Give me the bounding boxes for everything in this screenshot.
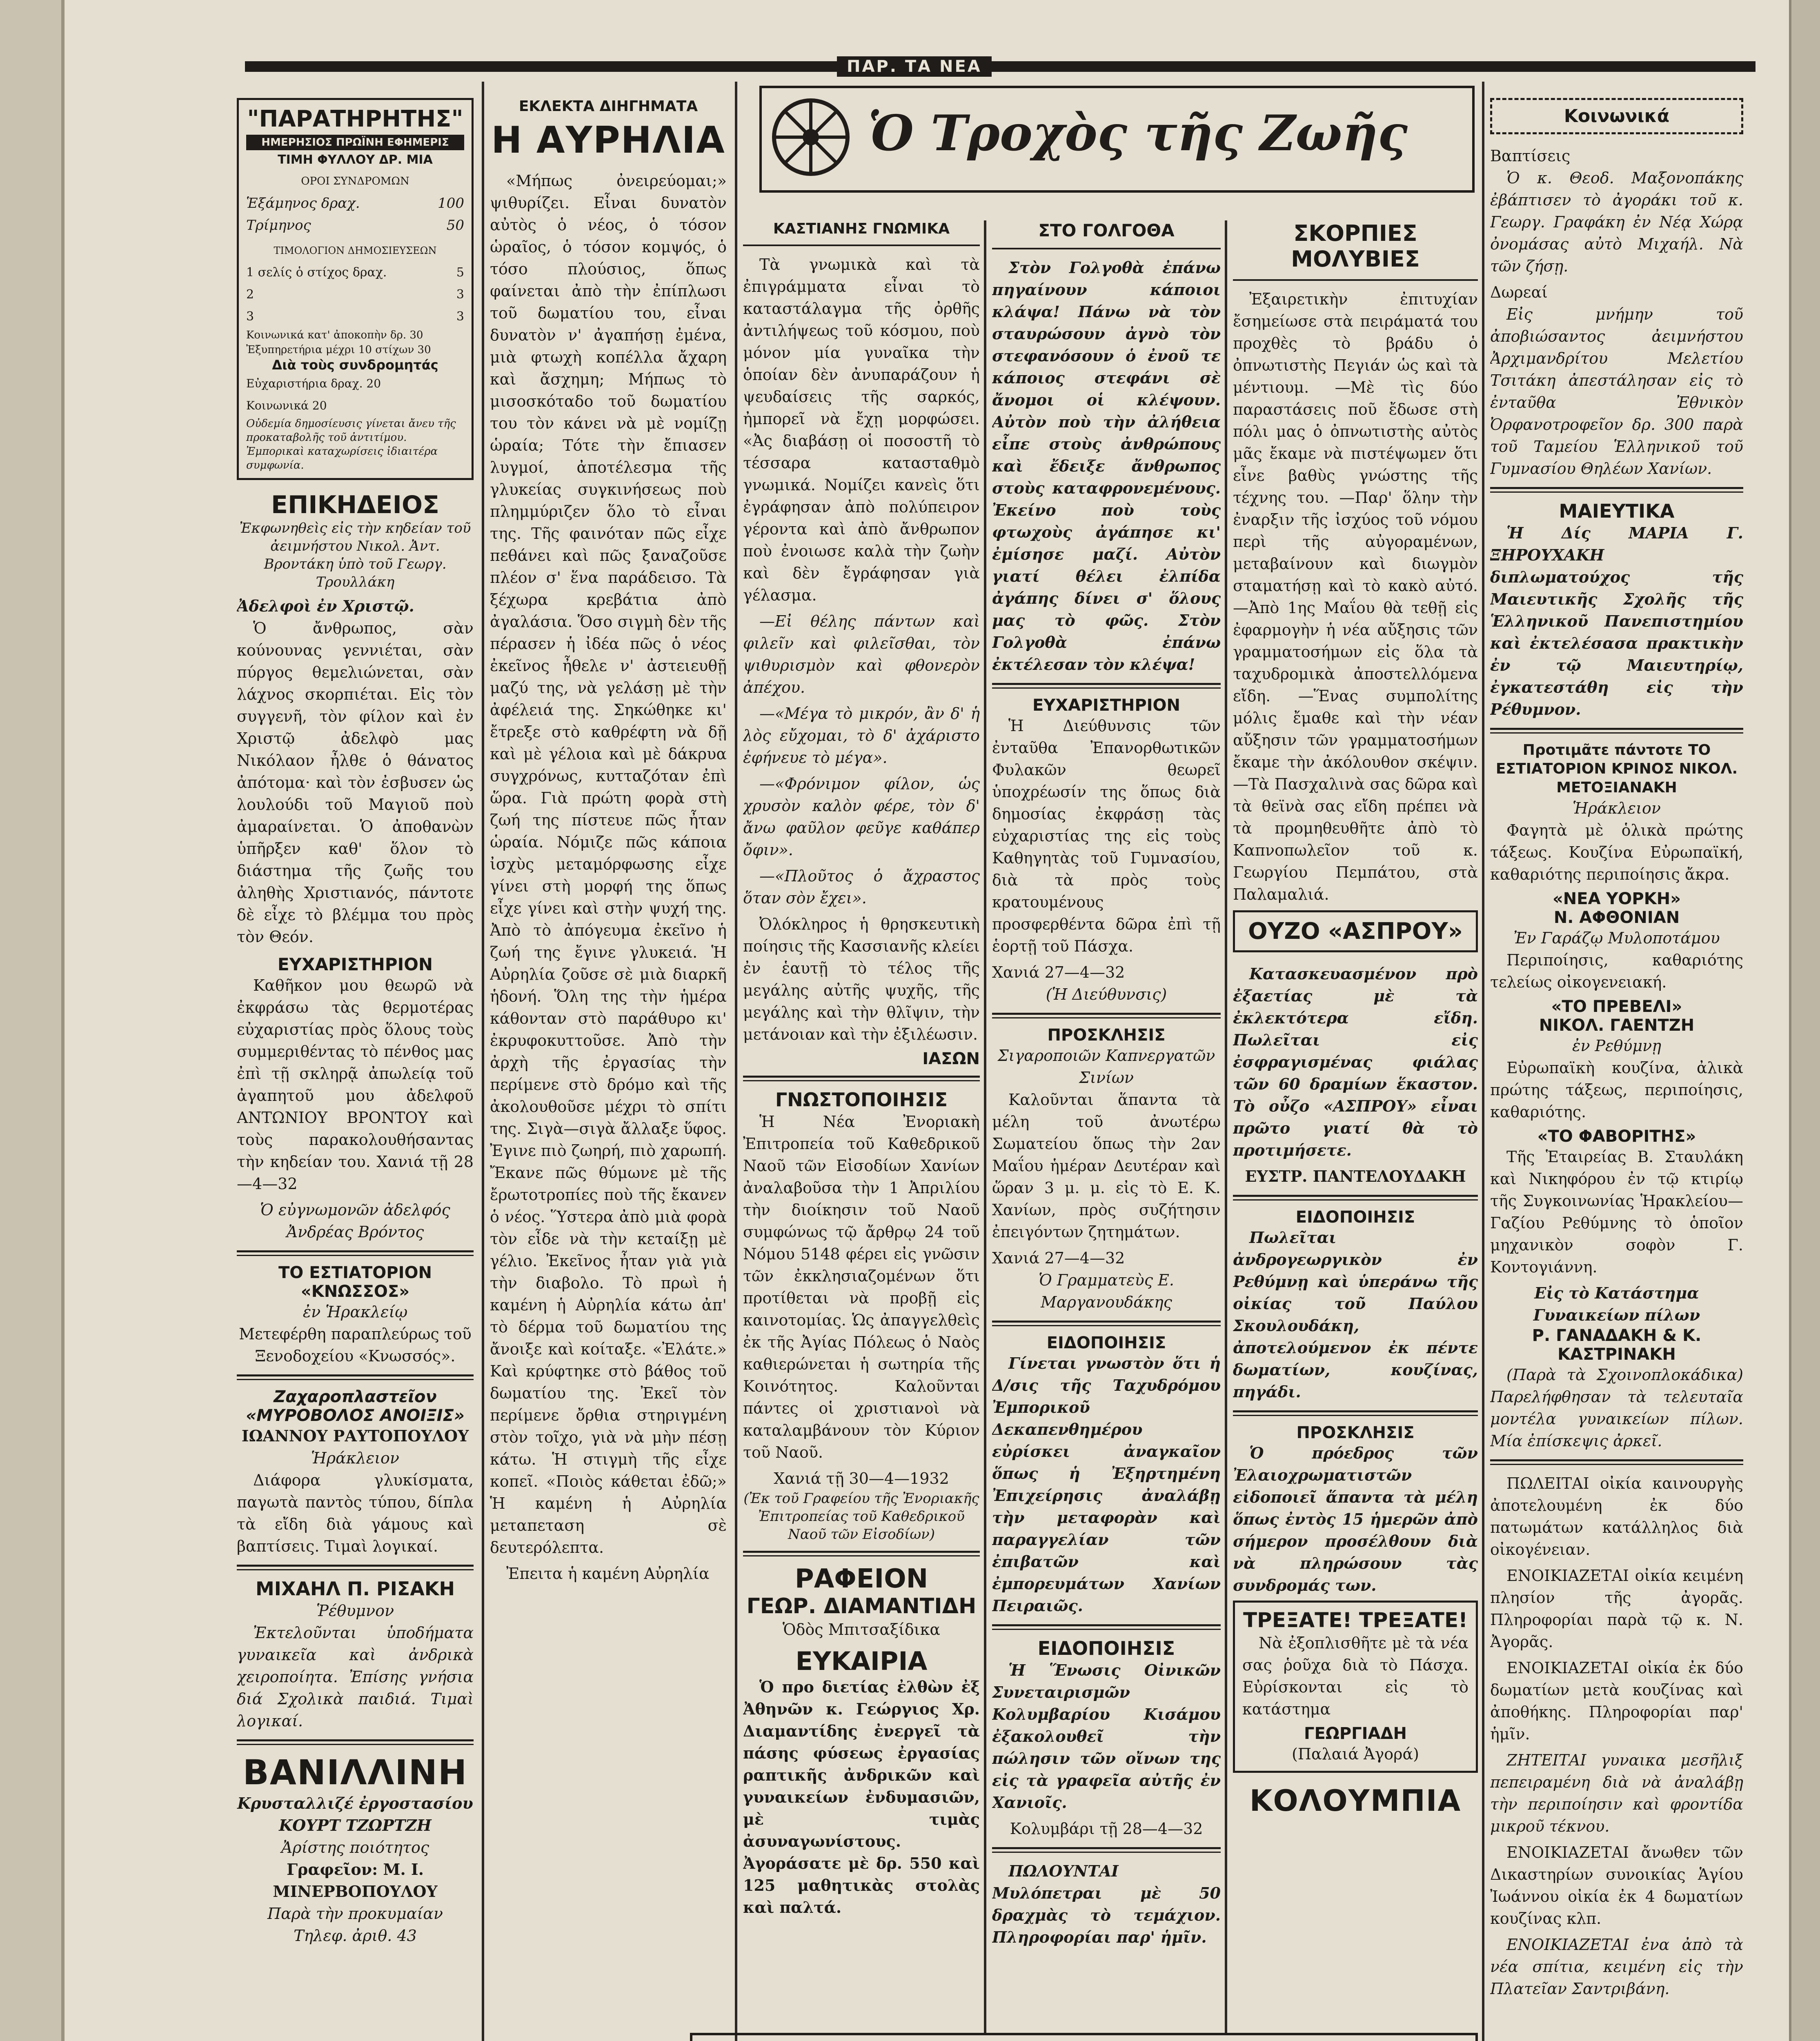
divider [1490,728,1743,734]
dorea-head: Δωρεαί [1490,283,1548,301]
divider [743,1076,980,1081]
masthead-box [237,98,474,480]
banner-title: Ὁ Τροχὸς τῆς Ζωῆς [868,104,1408,162]
favoritis-text: Τῆς Ἑταιρείας Β. Σταυλάκη καὶ Νικηφόρου ἐν τῷ κτιρίῳ τῆς Συγκοινωνίας Ἡρακλείου—Γαζίου Ρεθύμνης τὸ ὁποῖον μηχανικὸν σοφὸν Γ. Κοντογιάννη. [1490,1148,1743,1276]
epikedeios-subtitle: Ἐκφωνηθεὶς εἰς τὴν κηδείαν τοῦ ἀειμνήστου Νικολ. Ἀντ. Βροντάκη ὑπὸ τοῦ Γεωργ. Τρουλλάκη [239,520,471,590]
krinos-title: Προτιμᾶτε πάντοτε ΤΟ ΕΣΤΙΑΤΟΡΙΟΝ ΚΡΙΝΟΣ ΝΙΚΟΛ. ΜΕΤΟΞΙΑΝΑΚΗ [1495,742,1738,796]
ads-row-3: 3 3 [246,309,464,324]
title-banner [759,86,1475,193]
trexate-text: Νὰ ἐξοπλισθῆτε μὲ τὰ νέα σας ῥοῦχα διὰ τὸ Πάσχα. Εὐρίσκονται εἰς τὸ κατάστημα [1242,1634,1468,1718]
vanillin-note: Ἀρίστης ποιότητος [281,1839,429,1856]
vanillin-sub: Κρυσταλλιζέ ἐργοστασίου ΚΟΥΡΤ ΤΖΩΡΤΖΗ [237,1794,473,1834]
divider [992,1013,1221,1018]
pouluntai-text: ΠΩΛΟΥΝΤΑΙ Μυλόπετραι μὲ 50 δραχμὰς τὸ τεμάχιον. Πληροφορίαι παρ' ἡμῖν. [992,1862,1221,1946]
divider [992,683,1221,689]
divider [743,1551,980,1556]
column-rule [984,220,986,2033]
preveli-owner: ΝΙΚΟΛ. ΓΑΕΝΤΖΗ [1539,1016,1695,1035]
divider [992,1321,1221,1326]
trexate-store: ΓΕΩΡΓΙΑΔΗ [1304,1724,1407,1743]
risakis-city: Ῥέθυμνον [316,1602,394,1620]
col4-eucharisterion-date: Χανιά 27—4—32 [992,963,1125,981]
ganadaki-title: Ρ. ΓΑΝΑΔΑΚΗ & Κ. ΚΑΣΤΡΙΝΑΚΗ [1532,1326,1702,1364]
divider [992,1847,1221,1853]
col4-eucharisterion-title: ΕΥΧΑΡΙΣΤΗΡΙΟΝ [1032,696,1181,715]
column-6 [1490,98,1743,2041]
trexate-title: ΤΡΕΞΑΤΕ! ΤΡΕΞΑΤΕ! [1243,1608,1468,1632]
column-rule [735,82,737,2041]
preveli-title: «ΤΟ ΠΡΕΒΕΛΙ» [1551,997,1682,1016]
classified-5: ΕΝΟΙΚΙΑΖΕΤΑΙ ἄνωθεν τῶν Δικαστηρίων συνοικίας Ἁγίου Ἰωάννου οἰκία ἐκ 4 δωματίων κουζίνας κλπ. [1490,1843,1743,1928]
ads-row-2: 2 3 [246,287,464,302]
epikedeios-opening: Ἀδελφοὶ ἐν Χριστῷ. [237,597,414,615]
skorpies-text: Ἐξαιρετικὴν ἐπιτυχίαν ἔσημείωσε στὰ πειράματά του προχθὲς τὸ βράδυ ὁ ὀπνωτιστὴς Πεγιάν ὡς καὶ τὰ μέντιουμ. —Μὲ τὶς δύο παραστάσεις ποῦ ἔδωσε στὴ πόλι μας ὁ ὀπνωτιστὴς αὐτὸς μᾶς ἔκαμε νὰ πιστέψωμεν ὅτι εἶνε βαθὺς γνώστης τῆς τέχνης του. —Παρ' ὅλην τὴν ἐναρξιν τῆς ἰσχύος τοῦ νόμου περὶ τῆς αὐγοραμένων, μεταβαίνουν καὶ διωγμὸν σταματήσῃ καὶ τὸ κακὸ αὐτό. —Ἀπὸ 1ης Μαΐου θὰ τεθῇ εἰς ἐφαρμογὴν ἡ νέα αὔξησις τῶν γραμματοσήμων εἰς ὅλα τὰ ταχυδρομικὰ ἀποστελλόμενα εἴδη. —Ἕνας συμπολίτης μόλις ἔμαθε καὶ τὴν νέαν αὔξησιν τῶν γραμματοσήμων ἔκαμε τὴν ἀκόλουθον σκέψιν. —Τὰ Πασχαλινὰ σας δῶρα καὶ τὰ θεϊνὰ σας εἴδη πρέπει νὰ τὰ προμηθευθῆτε ἀπὸ τὸ Καπνοπωλεῖον τοῦ κ. Γεωργίου Πεμπάτου, στὰ Παλαμαλιά. [1233,290,1478,903]
vaptiseis-head: Βαπτίσεις [1490,147,1571,165]
kasteri-quote-2: —«Μέγα τὸ μικρόν, ἂν δ' ἡ λὸς εὔχομαι, τὸ δ' ἀχάριστο ἐφήνευε τὸ μέγα». [743,705,980,767]
knossos-title: ΤΟ ΕΣΤΙΑΤΟΡΙΟΝ «ΚΝΩΣΣΟΣ» [278,1263,432,1301]
ouzo-text: Κατασκευασμένον πρὸ ἐξαετίας μὲ τὰ ἐκλεκτότερα εἴδη. Πωλεῖται εἰς ἐσφραγισμένας φιάλας τῶν 60 δραμίων ἕκαστον. Τὸ οὖζο «ΑΣΠΡΟΥ» εἶναι πρῶτο γιατί θὰ τὸ προτιμήσετε. [1233,965,1478,1159]
eukairia-text: Ὁ προ διετίας ἐλθὼν ἐξ Ἀθηνῶν κ. Γεώργιος Χρ. Διαμαντίδης ἐνεργεῖ τὰ πάσης φύσεως ἐργασίας ραπτικῆς ἀνδρικῶν καὶ γυναικείων ἐνδυμασιῶν, μὲ τιμὰς ἀσυναγωνίστους. Ἀγοράσατε μὲ δρ. 550 καὶ 125 μαθητικὰς στολὰς καὶ παλτά. [743,1678,980,1916]
epikedeios-text: Ὁ ἄνθρωπος, σὰν κούνουνας γεννιέται, σὰν πύργος θεμελιώνεται, σὰν λάχνος σκορπιέται. Εἰς τὸν συγγενῆ, τὸν φίλον καὶ ἐν Χριστῷ ἀδελφὸ μας Νικόλαον ἦλθε ὁ θάνατος ἀπότομα· καὶ τὸν ἐσβυσεν ὡς λουλούδι τοῦ Μαγιοῦ ποὺ ἀμαραίνεται. Ὁ ἀποθανὼν ὑπῆρξεν καθ' ὅλον τὸ διάστημα τῆς ζωῆς του ἀληθὴς Χριστιανός, πάντοτε δὲ εἶχε τὸ βλέμμα του πρὸς τὸν Θεόν. [237,619,474,946]
cigarette-ad [690,2033,1478,2041]
subs-head: ΟΡΟΙ ΣΥΝΔΡΟΜΩΝ [301,175,409,187]
column-3 [743,220,980,2017]
ouzo-box [1233,910,1478,952]
ads-head: ΤΙΜΟΛΟΓΙΟΝ ΔΗΜΟΣΙΕΥΣΕΩΝ [274,245,437,256]
gnostop-sign: (Ἐκ τοῦ Γραφείου τῆς Ἐνοριακῆς Ἐπιτροπείας τοῦ Καθεδρικοῦ Ναοῦ τῶν Εἰσοδίων) [743,1490,979,1543]
divider [992,248,1221,249]
ouzo-maker: ΕΥΣΤΡ. ΠΑΝΤΕΛΟΥΔΑΚΗ [1245,1167,1466,1185]
vanillin-tel: Τηλεφ. ἀριθ. 43 [294,1927,417,1945]
column-rule [1482,82,1484,2041]
ganadaki-text: (Παρὰ τὰ Σχοινοπλοκάδικα) Παρελήφθησαν τὰ τελευταῖα μοντέλα γυναικείων πίλων. Μία ἐπίσκεψις ἀρκεῖ. [1490,1366,1743,1450]
col4-prosklisis-text: Καλοῦνται ἅπαντα τὰ μέλη τοῦ ἀνωτέρω Σωματείου ὅπως τὴν 2αν Μαΐου ἡμέραν Δευτέραν καὶ ὥραν 3 μ. μ. εἰς τὸ Ε. Κ. Χανίων, πρὸς συζήτησιν ἐπειγόντων ζητημάτων. [992,1091,1221,1241]
kasteri-title: ΚΑΣΤΙΑΝΗΣ ΓΝΩΜΙΚΑ [773,220,950,237]
col5-eidopoiisis-text: Πωλεῖται ἀνδρογεωργικὸν ἐν Ρεθύμνῃ καὶ ὑπεράνω τῆς οἰκίας τοῦ Παύλου Σκουλουδάκη, ἀποτελούμενον ἐκ πέντε δωματίων, κουζίνας, πηγάδι. [1233,1228,1478,1401]
divider [743,245,980,246]
preveli-text: Εὐρωπαϊκὴ κουζίνα, ἀλικὰ πρώτης τάξεως, περιποίησις, καθαριότης. [1490,1059,1743,1121]
masthead-note-6: Οὐδεμία δημοσίευσις γίνεται ἄνευ τῆς προκαταβολῆς τοῦ ἀντιτίμου. Ἐμπορικαὶ καταχωρίσεις ἰδιαιτέρα συμφωνία. [246,418,456,471]
vaptiseis-text: Ὁ κ. Θεοδ. Μαξονοπάκης ἐβάπτισεν τὸ ἀγοράκι τοῦ κ. Γεωργ. Γραφάκη ἐν Νέᾳ Χώρᾳ ὀνομάσας αὐτὸ Μιχαήλ. Νὰ τῶν ζήσῃ. [1490,169,1743,275]
myrovolos-text: Διάφορα γλυκίσματα, παγωτὰ παντὸς τύπου, δίπλα τὰ εἴδη διὰ γάμους καὶ βαπτίσεις. Τιμαὶ λογικαί. [237,1471,474,1555]
col4-eucharisterion-sign: (Ἡ Διεύθυνσις) [1046,985,1167,1003]
top-rule [245,61,1755,72]
myrovolos-city: Ἡράκλειον [311,1449,399,1467]
divider [992,1624,1221,1630]
classified-4: ΖΗΤΕΙΤΑΙ γυναικα μεσῆλιξ πεπειραμένη διὰ νὰ ἀναλάβῃ τὴν περιποίησιν καὶ φροντίδα μικροῦ τέκνου. [1490,1751,1743,1835]
kasteri-quote-1: —Εἰ θέλης πάντων καὶ φιλεῖν καὶ φιλεῖσθαι, τὸν ψιθυρισμὸν καὶ φθονερὸν ἀπέχου. [743,612,980,696]
vanillin-office: Γραφεῖον: Μ. Ι. ΜΙΝΕΡΒΟΠΟΥΛΟΥ [273,1860,438,1901]
binding-spine [0,0,65,2041]
kasteri-quote-3: —«Φρόνιμον φίλον, ὡς χρυσὸν καλὸν φέρε, τὸν δ' ἄνω φαῦλον φεῦγε καθάπερ ὄφιν». [743,775,980,859]
trexate-box [1233,1601,1478,1773]
gnostop-date: Χανιά τῇ 30—4—1932 [774,1470,949,1487]
classified-6: ΕΝΟΙΚΙΑΖΕΤΑΙ ἐνα ἀπὸ τὰ νέα σπίτια, κειμένη εἰς τὴν Πλατεῖαν Σαντριβάνη. [1490,1936,1743,1998]
col5-eidopoiisis-title: ΕΙΔΟΠΟΙΗΣΙΣ [1295,1208,1415,1227]
wheel-icon [770,96,852,178]
golgotha-title: ΣΤΟ ΓΟΛΓΟΘΑ [1038,220,1175,240]
classified-2: ΕΝΟΙΚΙΑΖΕΤΑΙ οἰκία κειμένη πλησίον τῆς ἀγορᾶς. Πληροφορίαι παρὰ τῷ κ. Ν. Ἀγορᾶς. [1490,1567,1743,1651]
risakis-text: Ἐκτελοῦνται ὑποδήματα γυναικεῖα καὶ ἀνδρικὰ χειροποίητα. Ἐπίσης γνήσια διά Σχολικὰ παιδιά. Τιμαὶ λογικαί. [237,1624,474,1730]
col5-prosklisis-text: Ὁ πρόεδρος τῶν Ἐλαιοχρωματιστῶν εἰδοποιεῖ ἅπαντα τὰ μέλη ὅπως ἐντὸς 15 ἡμερῶν ἀπὸ σήμερον προσέλθουν διὰ νὰ πληρώσουν τὰς συνδρομάς των. [1233,1444,1478,1594]
story-text: «Μήπως ὀνειρεύομαι;» ψιθυρίζει. Εἶναι δυνατὸν αὐτὸς ὁ νέος, ὁ τόσον ὡραῖος, ὁ τόσον κομψός, ὁ τόσο πλούσιος, ὅπως φαίνεται ἀπὸ τὴν ἐπίπλωσι τοῦ δωματίου του, εἶναι δυνατὸν ν' ἀγαπήσῃ ἐμένα, μιὰ φτωχὴ κοπέλλα ἄχαρη καὶ ἄσχημη; Μήπως τὸ μισοσκόταδο τοῦ δωματίου του τὸν κάνει νὰ μὲ νομίζῃ ὡραία; Τότε τὴν ἔπιασεν λυγμοί, ἀποτέλεσμα τῆς γλυκείας συγκινήσεως ποὺ πλημμύριζεν ὅλο τὸ εἶναι της. Τῆς φαινόταν πῶς εἶχε πεθάνει καὶ πῶς ξαναζοῦσε πλέον σ' ἕνα παράδεισο. Τὰ ξέχωρα κρεβάτια ἀπὸ ἀγαλάσια. Ὅσο σιγμὴ δὲν τῆς πέρασεν ἡ ἰδέα πῶς ὁ νέος ἐκεῖνος ἦθελε ν' ἀστειευθῇ μαζύ της, νὰ γελάσῃ μὲ τὴν ἀφέλειά της. Σηκώθηκε κι' ἔτρεξε στὸ καθρέφτη νὰ δῇ καὶ μὲ γέλοια καὶ μὲ δάκρυα συγχρόνως, κυτταζόταν ἐπὶ ὥρα. Γιὰ πρώτη φορὰ στὴ ζωή της πίστευε πῶς ἦταν ὡραία. Νόμιζε πῶς κάποια ἰσχὺς μεταμόρφωσης εἶχε γίνει στὴ μορφή της ὅπως εἶχε γίνει καὶ στὴν ψυχή της. Ἀπὸ τὸ ἀπόγευμα ἐκεῖνο ἡ ζωή της ἔγινε γλυκειά. Ἡ Αὐρηλία ζοῦσε σὲ μιὰ διαρκῆ ἡδονή. Ὅλη της τὴν ἡμέρα κάθονταν στὸ παράθυρο κι' ἐκρυφοκυττοῦσε. Ἀπὸ τὴν ἀρχὴ τῆς ἐργασίας τὴν περίμενε στὸ δρόμο καὶ τῆς ἀκολουθοῦσε μέχρι τὸ σπίτι της. Σιγὰ—σιγὰ ἄλλαξε ὕφος. Ἐγινε πιὸ ζωηρή, πιὸ χαρωπή. Ἔκανε πῶς θύμωνε μὲ τῆς ἔρωτοτροπίες ποὺ τῆς ἔκανεν ὁ νέος. Ὕστερα ἀπὸ μιὰ φορὰ τὸν εἶδε νὰ τὴν κεταίξῃ μὲ γέλιο. Ἐκεῖνος ἦταν γιὰ γιὰ τὴν διαβολο. Τὸ πρωὶ ἡ καμένη ἡ Αὐρηλία κάτω ἀπ' τὸ δέρμα τοῦ δωματίου της ἄνοιξε καὶ κοίταξε. «Ἐλάτε.» Καὶ κρύφτηκε στὸ βάθος τοῦ δωματίου της. Ἐκεῖ τὸν περίμενε ὄρθια στηριγμένη στὸν τοῖχο, γιὰ νὰ μὴν πέσῃ κάτω. Ἡ στιγμὴ τῆς εἶχε κοπεῖ. «Ποιὸς κάθεται ἐδῶ;» Ἡ καμένη ἡ Αὐρηλία μεταπεταση σὲ δευτερόλεπτα. [490,172,727,1556]
column-rule [1225,220,1227,2033]
divider [1490,1459,1743,1465]
divider [237,1739,474,1745]
myrovolos-owner: ΙΩΑΝΝΟΥ ΡΑΥΤΟΠΟΥΛΟΥ [241,1427,469,1445]
col4-eidopoiisis-text: Γίνεται γνωστὸν ὅτι ἡ Δ/σις τῆς Ταχυδρόμου Ἐμπορικοῦ Δεκαπενθημέρου εὐρίσκει ἀναγκαῖον ὅπως ἡ Ἐξηρτημένη Ἐπιχείρησις ἀναλάβῃ τὴν μεταφορὰν καὶ παραγγελίαν τῶν ἐπιβατῶν καὶ ἐμπορευμάτων Χανίων Πειραιῶς. [992,1354,1221,1615]
divider [1233,279,1478,281]
masthead-note-5: Κοινωνικά 20 [246,399,327,412]
divider [237,1250,474,1256]
kolymbia-title: ΚΟΛΟΥΜΠΙΑ [1249,1783,1462,1818]
column-rule [482,82,484,2041]
masthead-note-1: Κοινωνικά κατ' ἀποκοπὴν δρ. 30 [246,329,423,341]
subs-row-2: Τρίμηνος 50 [246,217,464,233]
col4-eidopoiisis2-text: Ἡ Ἕνωσις Οἰνικῶν Συνεταιρισμῶν Κολυμβαρίου Κισάμου ἐξακολουθεῖ τὴν πώλησιν τῶν οἴνων της εἰς τὰ γραφεῖα αὐτῆς ἐν Χανιοῖς. [992,1661,1221,1812]
classified-1: ΠΩΛΕΙΤΑΙ οἰκία καινουργὴς ἀποτελουμένη ἐκ δύο πατωμάτων κατάλληλος διὰ οἰκογένειαν. [1490,1474,1743,1559]
divider [1233,1195,1478,1201]
classified-3: ΕΝΟΙΚΙΑΖΕΤΑΙ οἰκία ἐκ δύο δωματίων μετὰ κουζίνας καὶ ἀποθήκης. Πληροφορίαι παρ' ἡμῖν. [1490,1659,1743,1743]
col4-eidopoiisis-title: ΕΙΔΟΠΟΙΗΣΙΣ [1046,1334,1166,1352]
kasteri-text: Τὰ γνωμικὰ καὶ τὰ ἐπιγράμματα εἶναι τὸ καταστάλαγμα τῆς ὀρθῆς ἀντιλήψεως τοῦ κόσμου, ποὺ μόνον μία γυναῖκα τὴν ὁποίαν δὲν ἀνυπαράζουν ἡ ψευδαίσεις τῆς σαρκός, ἠμπορεῖ νὰ ἔχῃ μορφώσει. «Ἀς διαβάσῃ οἱ ποσοστῆ τὸ τέσσαρα κατασταθμὸ γνωμικά. Νομίζει κανεὶς ὅτι ἐγράφησαν ἀπὸ πολύπειρον γέροντα καὶ ἀπὸ ἄνθρωπον ποὺ ἐνοιωσε καλὰ τὴν ζωὴν καὶ δὲν ἔγράφησαν γιὰ γέλασμα. [743,256,980,604]
koinonika-title: Κοινωνικά [1564,106,1670,127]
col1-eucharisterion-text: Καθῆκον μου θεωρῶ νὰ ἐκφράσω τὰς θερμοτέρας εὐχαριστίας πρὸς ὅλους τοὺς συμμεριθέντας τὸ πένθος μας ἐπὶ τῇ σκληρᾷ ἀπωλείᾳ τοῦ ἀγαπητοῦ μου ἀδελφοῦ ΑΝΤΩΝΙΟΥ ΒΡΟΝΤΟΥ καὶ τοὺς παρακολουθήσαντας τὴν κηδείαν του. Χανιά τῇ 28—4—32 [237,976,474,1193]
col4-prosklisis-date: Χανιά 27—4—32 [992,1249,1125,1267]
golgotha-text: Στὸν Γολγοθὰ ἐπάνω πηγαίνουν κάποιοι κλάψα! Πάνω νὰ τὸν σταυρώσουν ἀγνὸ τὸν στεφανόσουν ὁ ἐνοῦ τε κάποιος στεφάνι σὲ ἄνομοι οἱ κλέψουν. Αὐτὸν ποὺ τὴν ἀλήθεια εἶπε στοὺς ἀνθρώπους καὶ ἔδειξε ἄνθρωπος στοὺς καταφρονεμένους. Ἐκείνο ποὺ τοὺς φτωχοὺς ἀγάπησε κι' ἐμίσησε μαζί. Αὐτὸν γιατί θέλει ἐλπίδα ἀγάπης δίνει σ' ὅλους μας τὸ φῶς. Στὸν Γολγοθὰ ἐπάνω ἐκτέλεσαν τὸν κλέψα! [992,258,1221,674]
column-5 [1233,220,1478,2025]
nea-york-place: Ἐν Γαράζῳ Μυλοποτάμου [1513,929,1720,947]
gnostop-title: ΓΝΩΣΤΟΠΟΙΗΣΙΣ [775,1089,948,1111]
knossos-text: Μετεφέρθη παραπλεύρως τοῦ Ξενοδοχείου «Κνωσσός». [239,1325,472,1365]
col4-eidopoiisis2-date: Κολυμβάρι τῇ 28—4—32 [1010,1820,1203,1838]
skorpies-title: ΣΚΟΡΠΙΕΣ ΜΟΛΥΒΙΕΣ [1291,220,1420,272]
maieutika-title: ΜΑΙΕΥΤΙΚΑ [1559,500,1675,522]
col4-prosklisis-sign: Ὁ Γραμματεὺς Ε. Μαργανουδάκης [1039,1271,1174,1311]
dorea-text: Εἰς μνήμην τοῦ ἀποβιώσαντος ἀειμνήστου Ἀρχιμανδρίτου Μελετίου Τσιτάκη ἀπεστάλησαν εἰς τὸ ἐνταῦθα Ἐθνικὸν Ὀρφανοτροφεῖον δρ. 300 παρὰ τοῦ Ταμείου Ἑλληνικοῦ τοῦ Γυμνασίου Θηλέων Χανίων. [1490,305,1743,478]
col1-eucharisterion-title: ΕΥΧΑΡΙΣΤΗΡΙΟΝ [277,954,433,974]
risakis-title: ΜΙΧΑΗΛ Π. ΡΙΣΑΚΗ [255,1578,455,1600]
divider [237,1565,474,1570]
krinos-text: Φαγητὰ μὲ ὁλικὰ πρώτης τάξεως. Κουζίνα Εὐρωπαϊκή, καθαριότης περιποίησις ἄκρα. [1490,821,1743,883]
running-head: ΠΑΡ. ΤΑ ΝΕΑ [837,56,992,77]
divider [1233,1410,1478,1416]
eukairia-title: ΕΥΚΑΙΡΙΑ [795,1646,928,1676]
kasteri-quote-5: Ὀλόκληρος ἡ θρησκευτικὴ ποίησις τῆς Κασσιανῆς κλείει ἐν ἑαυτῇ τὸ τέλος τῆς μεγάλης αὐτῆς ψυχῆς, τῆς μεγάλης καὶ τὴν θλῖψιν, τὴν μετάνοιαν καὶ τὴν ἐξιλέωσιν. [743,915,980,1043]
col1-eucharisterion-sign: Ὁ εὐγνωμονῶν ἀδελφός Ἀνδρέας Βρόντος [260,1201,450,1241]
preveli-city: ἐν Ρεθύμνῃ [1572,1037,1662,1055]
masthead-price: ΤΙΜΗ ΦΥΛΛΟΥ ΔΡ. ΜΙΑ [278,153,433,167]
nea-york-owner: Ν. ΑΦΘΟΝΙΑΝ [1553,908,1680,927]
vanillin-title: ΒΑΝΙΛΛΙΝΗ [243,1752,468,1792]
masthead-note-3: Διὰ τοὺς συνδρομητάς [272,357,438,373]
col5-prosklisis-title: ΠΡΟΣΚΛΗΣΙΣ [1296,1423,1415,1442]
rafeion-owner: ΓΕΩΡ. ΔΙΑΜΑΝΤΙΔΗ [746,1594,977,1619]
col4-prosklisis-sub: Σιγαροποιῶν Καπνεργατῶν Σινίων [997,1047,1215,1087]
column-2 [490,98,727,2041]
myrovolos-title: Ζαχαροπλαστεῖον «ΜΥΡΟΒΟΛΟΣ ΑΝΟΙΞΙΣ» [246,1387,465,1425]
nea-york-title: «ΝΕΑ ΥΟΡΚΗ» [1552,889,1681,908]
krinos-city: Ἡράκλειον [1573,799,1661,817]
ads-row-1: 1 σελίς ὁ στίχος δραχ. 5 [246,265,464,280]
column-4 [992,220,1221,2025]
story-title: Η ΑΥΡΗΛΙΑ [491,119,725,162]
masthead-note-2: Ἐξυπηρετήρια μέχρι 10 στίχων 30 [246,344,431,356]
col4-eidopoiisis2-title: ΕΙΔΟΠΟΙΗΣΙΣ [1037,1637,1175,1659]
koinonika-box [1490,98,1743,134]
vanillin-near: Παρὰ τὴν προκυμαίαν [267,1905,443,1923]
trexate-place: (Παλαιά Ἀγορά) [1292,1745,1419,1763]
story-column-end: Ἐπειτα ἡ καμένη Αὐρηλία [506,1565,710,1583]
rafeion-address: Ὁδὸς Μπιτσαξίδικα [782,1621,941,1639]
story-kicker: ΕΚΛΕΚΤΑ ΔΙΗΓΗΜΑΤΑ [518,98,698,115]
subs-row-1: Ἑξάμηνος δραχ. 100 [246,195,464,211]
column-1 [237,98,474,2041]
knossos-sub: ἐν Ἡρακλείῳ [303,1303,408,1321]
kasteri-quote-4: —«Πλοῦτος ὁ ἄχραστος ὅταν σὸν ἔχει». [743,867,980,907]
gnostop-text: Ἡ Νέα Ἐνοριακὴ Ἐπιτροπεία τοῦ Καθεδρικοῦ Ναοῦ τῶν Εἰσοδίων Χανίων ἀναλαβοῦσα τὴν 1 Ἀπριλίου τὴν διοίκησιν τοῦ Ναοῦ συμφώνως τῷ ἄρθρῳ 24 τοῦ Νόμου 5148 φέρει εἰς γνῶσιν τῶν ἐκκλησιαζομένων ὅτι προτίθεται νὰ προβῇ εἰς καινοτομίας. Ὡς ἀπαγγελθεὶς ἐκ τῆς Ἀγίας Πόλεως ὁ Ναὸς καθιερώνεται ἡ σωτηρία τῆς Κοινότητος. Καλοῦνται πάντες οἱ χριστιανοὶ νὰ καταλαμβάνουν τὸν Κύριον τοῦ Ναοῦ. [743,1113,980,1461]
epikedeios-title: ΕΠΙΚΗΔΕΙΟΣ [271,491,439,519]
col4-prosklisis-title: ΠΡΟΣΚΛΗΣΙΣ [1047,1026,1166,1045]
divider [237,1374,474,1380]
rafeion-title: ΡΑΦΕΙΟΝ [794,1564,928,1594]
nea-york-text: Περιποίησις, καθαριότης τελείως οἰκογενειακή. [1490,951,1743,991]
masthead-name: "ΠΑΡΑΤΗΡΗΤΗΣ" [247,106,463,132]
page-edge [1789,0,1820,2041]
masthead-note-4: Εὐχαριστήρια δραχ. 20 [246,377,381,390]
kasteri-sign: ΙΑΣΩΝ [922,1049,980,1068]
favoritis-title: «ΤΟ ΦΑΒΟΡΙΤΗΣ» [1537,1127,1696,1146]
masthead-subtitle: ΗΜΕΡΗΣΙΟΣ ΠΡΩΪΝΗ ΕΦΗΜΕΡΙΣ [246,135,464,150]
divider [1490,487,1743,493]
col4-eucharisterion-text: Ἡ Διεύθυνσις τῶν ἐνταῦθα Ἐπανορθωτικῶν Φυλακῶν θεωρεῖ ὑποχρέωσίν της ὅπως διὰ δημοσίας ἐκφράσῃ τὰς εὐχαριστίας της εἰς τοὺς Καθηγητὰς τοῦ Γυμνασίου, διὰ τὰ πρὸς τοὺς κρατουμένους προσφερθέντα δῶρα ἐπὶ τῇ ἑορτῇ τοῦ Πάσχα. [992,717,1221,955]
gynaikeia-title: Εἰς τὸ Κατάστημα Γυναικείων πίλων [1533,1284,1700,1324]
ouzo-title: ΟΥΖΟ «ΑΣΠΡΟΥ» [1248,918,1463,945]
maieutika-text: Ἡ Δίς ΜΑΡΙΑ Γ. ΞΗΡΟΥΧΑΚΗ διπλωματούχος τῆς Μαιευτικῆς Σχολῆς τῆς Ἑλληνικοῦ Πανεπιστημίου καὶ ἐκτελέσασα πρακτικὴν ἐν τῷ Μαιευτηρίῳ, ἐγκατεστάθη εἰς τὴν Ρέθυμνον. [1490,524,1743,718]
